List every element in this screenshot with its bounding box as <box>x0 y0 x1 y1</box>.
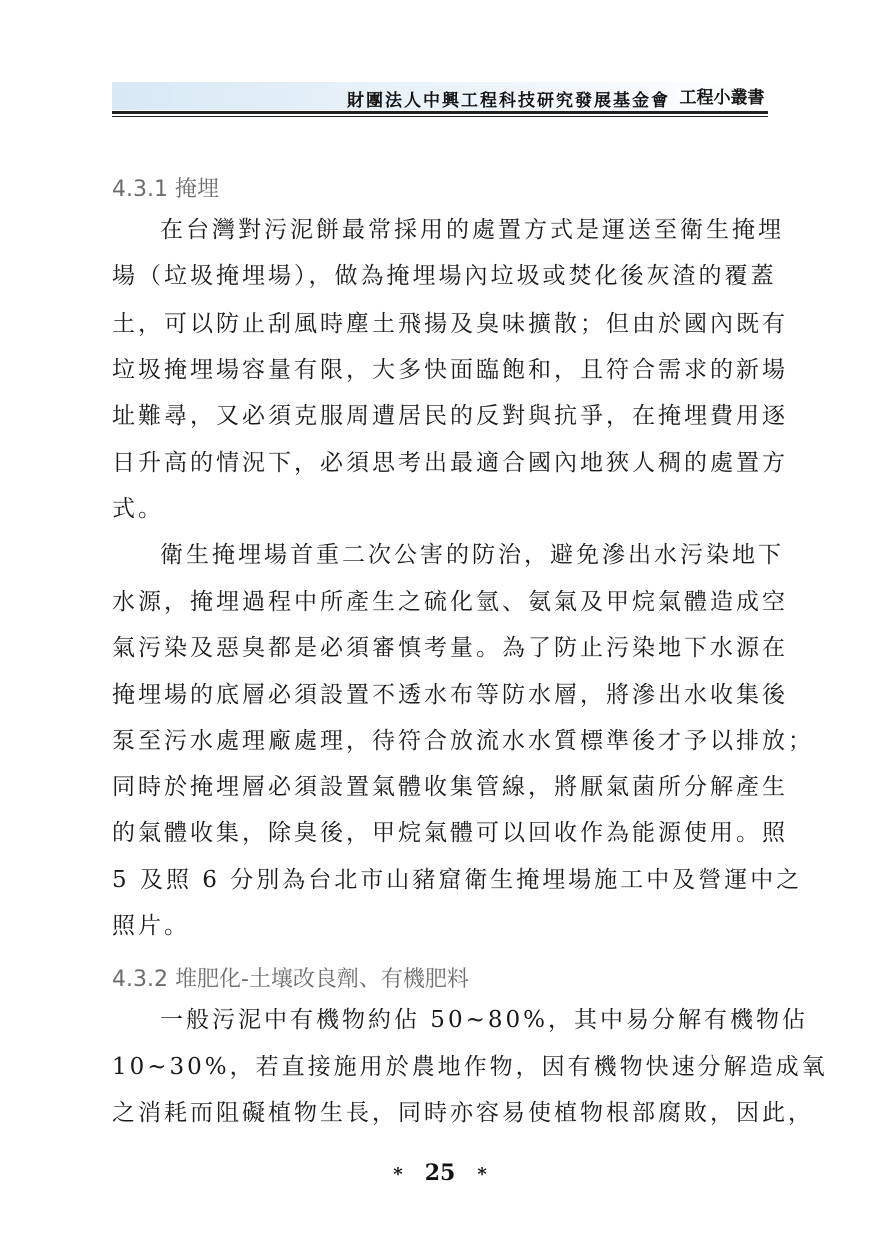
paragraph-line: 式。 <box>112 496 164 522</box>
paragraph-line: 土，可以防止刮風時塵土飛揚及臭味擴散；但由於國內既有 <box>112 311 788 337</box>
series-label: 工程小叢書 <box>679 87 765 108</box>
organization-name: 財團法人中興工程科技研究發展基金會 <box>347 91 670 111</box>
header-rule <box>112 111 768 114</box>
section-heading-4-3-2: 4.3.2 堆肥化-土壤改良劑、有機肥料 <box>112 967 469 992</box>
paragraph-line: 址難尋，又必須克服周遭居民的反對與抗爭，在掩埋費用逐 <box>112 403 788 429</box>
page-number-footer <box>0 1160 880 1186</box>
paragraph-line: 掩埋場的底層必須設置不透水布等防水層，將滲出水收集後 <box>112 682 788 708</box>
paragraph-line: 垃圾掩埋場容量有限，大多快面臨飽和，且符合需求的新場 <box>112 357 788 383</box>
star-ornament-left: * <box>393 1164 403 1185</box>
paragraph-line: 水源，掩埋過程中所產生之硫化氫、氨氣及甲烷氣體造成空 <box>112 589 788 615</box>
paragraph-line: 照片。 <box>112 913 190 939</box>
star-ornament-right: * <box>477 1164 487 1185</box>
paragraph-line: 在台灣對污泥餅最常採用的處置方式是運送至衛生掩埋 <box>160 217 784 243</box>
paragraph-line: 之消耗而阻礙植物生長，同時亦容易使植物根部腐敗，因此， <box>112 1100 814 1126</box>
page-number: 25 <box>424 1160 456 1186</box>
paragraph-line: 氣污染及惡臭都是必須審慎考量。為了防止污染地下水源在 <box>112 635 788 661</box>
paragraph-line: 的氣體收集，除臭後，甲烷氣體可以回收作為能源使用。照 <box>112 820 788 846</box>
paragraph-line: 衛生掩埋場首重二次公害的防治，避免滲出水污染地下 <box>160 542 784 568</box>
paragraph-line: 5 及照 6 分別為台北市山豬窟衛生掩埋場施工中及營運中之 <box>112 867 803 893</box>
paragraph-line: 場（垃圾掩埋場），做為掩埋場內垃圾或焚化後灰渣的覆蓋 <box>112 263 777 289</box>
paragraph-line: 一般污泥中有機物約佔 50~80%，其中易分解有機物佔 <box>160 1007 808 1033</box>
section-heading-4-3-1: 4.3.1 掩埋 <box>112 177 219 202</box>
paragraph-line: 10~30%，若直接施用於農地作物，因有機物快速分解造成氧 <box>112 1054 828 1080</box>
paragraph-line: 同時於掩埋層必須設置氣體收集管線，將厭氣菌所分解產生 <box>112 774 788 800</box>
header-rule-thin <box>112 116 768 117</box>
paragraph-line: 日升高的情況下，必須思考出最適合國內地狹人稠的處置方 <box>112 450 788 476</box>
paragraph-line: 泵至污水處理廠處理，待符合放流水水質標準後才予以排放； <box>112 728 814 754</box>
